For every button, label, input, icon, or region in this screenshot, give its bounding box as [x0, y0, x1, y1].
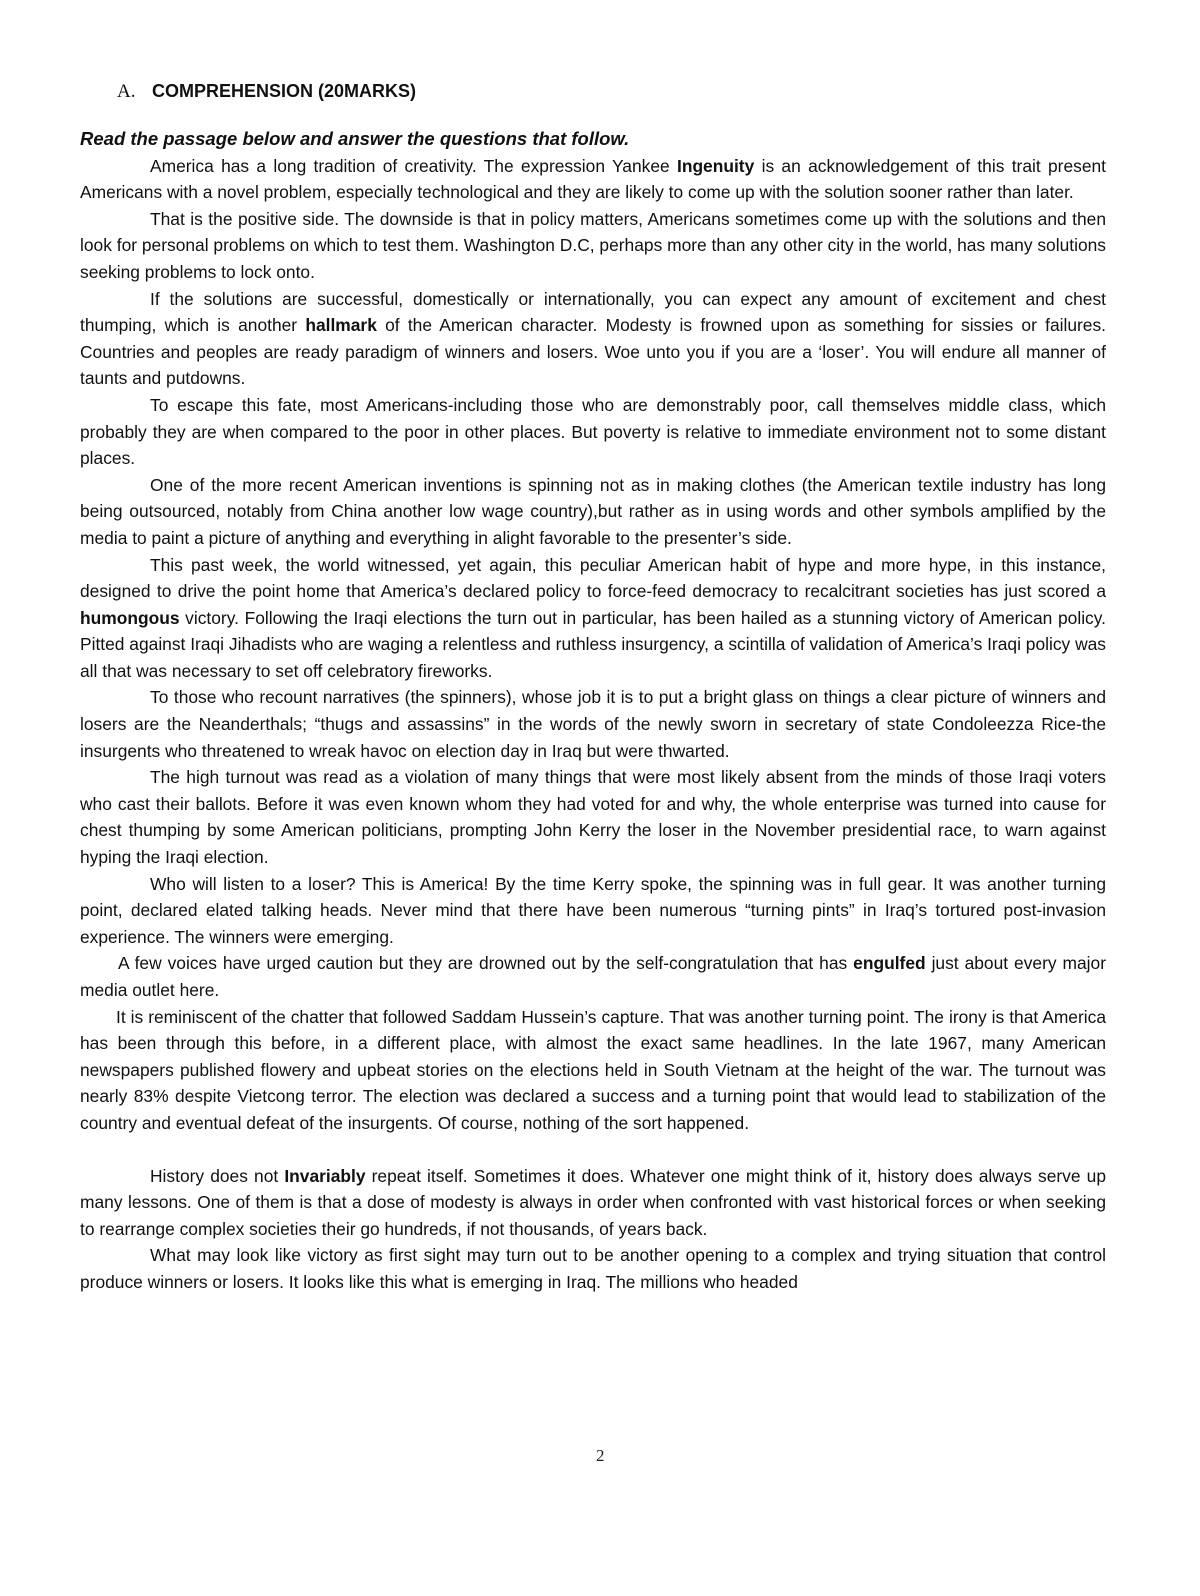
document-page: [80, 78, 1106, 1296]
passage-paragraph-13: [80, 1242, 1106, 1295]
paragraph-text: repeat itself. Sometimes it does. Whatever one might think of it, history does always serve up many lessons. One of them is that a dose of modesty is always in order when confronted with vast historical forces or when seeking to rearrange complex societies their go hundreds, if not thousands, of years back.: [80, 1165, 1106, 1239]
passage-paragraph-2: [80, 206, 1106, 286]
paragraph-text: If the solutions are successful, domestically or internationally, you can expect any amount of excitement and chest thumping, which is another: [80, 288, 1106, 336]
passage-paragraph-12: [80, 1163, 1106, 1243]
paragraph-text: This past week, the world witnessed, yet again, this peculiar American habit of hype and more hype, in this instance, designed to drive the point home that America’s declared policy to force-feed democracy to recalcitrant societies has just scored a: [80, 554, 1106, 602]
vocab-word-humongous: humongous: [80, 607, 180, 628]
passage-paragraph-9: [80, 871, 1106, 951]
vocab-word-hallmark: hallmark: [305, 315, 377, 336]
passage-paragraph-6: [80, 552, 1106, 685]
passage-paragraph-1: [80, 153, 1106, 206]
passage-paragraph-7: [80, 684, 1106, 764]
passage-paragraph-11: [80, 1004, 1106, 1137]
passage-paragraph-4: [80, 392, 1106, 472]
section-letter: A.: [117, 81, 136, 102]
paragraph-text: To escape this fate, most Americans-including those who are demonstrably poor, call themselves middle class, which probably they are when compared to the poor in other places. But poverty is relative to immediate environment not to some distant places.: [80, 394, 1106, 469]
paragraph-text: Who will listen to a loser? This is America! By the time Kerry spoke, the spinning was in full gear. It was another turning point, declared elated talking heads. Never mind that there have been numerous “turning pints” in Iraq’s tortured post-invasion experience. The winners were emerging.: [80, 873, 1106, 947]
page-number: 2: [596, 1446, 605, 1465]
paragraph-text: It is reminiscent of the chatter that followed Saddam Hussein’s capture. That was another turning point. The irony is that America has been through this before, in a different place, with almost the exact same headlines. In the late 1967, many American newspapers published flowery and upbeat stories on the elections held in South Vietnam at the height of the war. The turnout was nearly 83% despite Vietcong terror. The election was declared a success and a turning point that would lead to stabilization of the country and eventual defeat of the insurgents. Of course, nothing of the sort happened.: [80, 1006, 1106, 1133]
paragraph-text: victory. Following the Iraqi elections the turn out in particular, has been hailed as a stunning victory of American policy. Pitted against Iraqi Jihadists who are waging a relentless and ruthless insurgency, a scintilla of validation of America’s Iraqi policy was all that was necessary to set off celebratory fireworks.: [80, 607, 1106, 681]
paragraph-text: The high turnout was read as a violation of many things that were most likely absent from the minds of those Iraqi voters who cast their ballots. Before it was even known whom they had voted for and why, the whole enterprise was turned into cause for chest thumping by some American politicians, prompting John Kerry the loser in the November presidential race, to warn against hyping the Iraqi election.: [80, 767, 1106, 868]
paragraph-text: America has a long tradition of creativity. The expression Yankee: [150, 155, 677, 176]
passage-paragraph-3: [80, 286, 1106, 392]
passage-paragraph-8: [80, 764, 1106, 870]
paragraph-text: What may look like victory as first sight may turn out to be another opening to a complex and trying situation that control produce winners or losers. It looks like this what is emerging in Iraq. The millions who headed: [80, 1245, 1106, 1292]
section-title: COMPREHENSION (20MARKS): [152, 81, 417, 101]
paragraph-text: is an acknowledgement of this trait present Americans with a novel problem, especially technological and they are likely to come up with the solution sooner rather than later.: [80, 155, 1106, 203]
paragraph-text: One of the more recent American inventions is spinning not as in making clothes (the American textile industry has long being outsourced, notably from China another low wage country),but rather as in using words and other symbols amplified by the media to paint a picture of anything and everything in alight favorable to the presenter’s side.: [80, 474, 1106, 548]
paragraph-text: History does not: [150, 1165, 285, 1186]
paragraph-text: just about every major media outlet here.: [80, 953, 1106, 1000]
passage-paragraph-10: [80, 950, 1106, 1003]
passage-paragraph-5: [80, 472, 1106, 552]
paragraph-text: of the American character. Modesty is frowned upon as something for sissies or failures. Countries and peoples are ready paradigm of winners and losers. Woe unto you if you are a ‘loser’. You will endure all manner of taunts and putdowns.: [80, 315, 1107, 389]
vocab-word-engulfed: engulfed: [853, 953, 926, 974]
instruction-text: Read the passage below and answer the questions that follow.: [80, 127, 630, 149]
vocab-word-invariably: Invariably: [284, 1165, 366, 1186]
paragraph-text: To those who recount narratives (the spinners), whose job it is to put a bright glass on things a clear picture of winners and losers are the Neanderthals; “thugs and assassins” in the words of the newly sworn in secretary of state Condoleezza Rice-the insurgents who threatened to wreak havoc on election day in Iraq but were thwarted.: [80, 687, 1106, 761]
section-heading: [117, 78, 1106, 106]
vocab-word-ingenuity: Ingenuity: [676, 155, 755, 176]
paragraph-text: That is the positive side. The downside is that in policy matters, Americans sometimes come up with the solutions and then look for personal problems on which to test them. Washington D.C, perhaps more than any other city in the world, has many solutions seeking problems to lock onto.: [80, 208, 1106, 282]
paragraph-text: A few voices have urged caution but they are drowned out by the self-congratulation that has: [118, 953, 854, 974]
